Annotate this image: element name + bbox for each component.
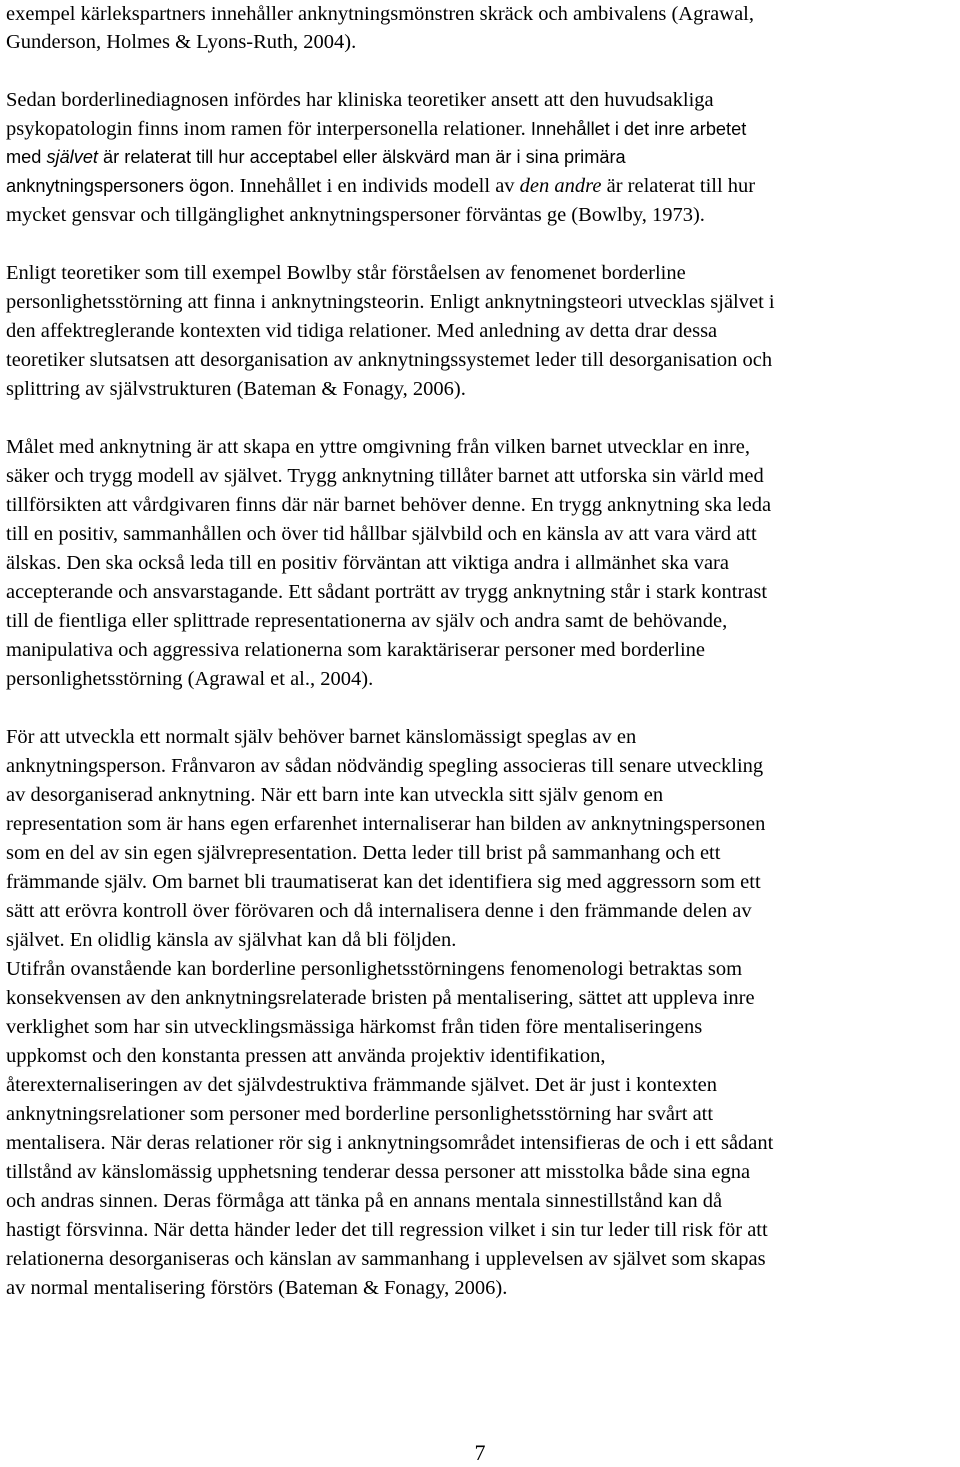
text-line: och andras sinnen. Deras förmåga att tänka på en annans mentala sinnestillstånd kan då	[6, 1190, 723, 1212]
text-line: tillförsikten att vårdgivaren finns där när barnet behöver denne. En trygg anknytning ska leda	[6, 494, 772, 516]
text-span: med	[6, 147, 47, 167]
text-line: tillstånd av känslomässig upphetsning tenderar dessa personer att misstolka både sina egna	[6, 1161, 751, 1183]
text-line: älskas. Den ska också leda till en positiv förväntan att viktiga andra i allmänhet ska vara	[6, 552, 729, 574]
text-span: psykopatologin finns inom ramen för interpersonella relationer.	[6, 118, 531, 140]
page-number: 7	[474, 1440, 486, 1465]
text-span: Innehållet i det inre arbetet	[530, 119, 747, 139]
text-line: självet. En olidlig känsla av självhat kan då bli följden.	[6, 929, 457, 951]
text-line	[6, 115, 746, 143]
text-span: anknytningspersoners ögon.	[6, 176, 240, 196]
text-line: relationerna desorganiseras och känslan av sammanhang i upplevelsen av självet som skapas	[6, 1248, 766, 1270]
text-line: av normal mentalisering förstörs (Bateman & Fonagy, 2006).	[6, 1277, 508, 1299]
text-line: Utifrån ovanstående kan borderline personlighetsstörningens fenomenologi betraktas som	[6, 958, 743, 980]
text-line: Enligt teoretiker som till exempel Bowlby står förståelsen av fenomenet borderline	[6, 262, 686, 284]
text-line: personlighetsstörning (Agrawal et al., 2004).	[6, 668, 374, 690]
text-line: främmande själv. Om barnet bli traumatiserat kan det identifiera sig med aggressorn som ett	[6, 871, 761, 893]
text-line: säker och trygg modell av självet. Trygg anknytning tillåter barnet att utforska sin värld med	[6, 465, 764, 487]
text-line	[6, 143, 626, 171]
text-line: Målet med anknytning är att skapa en yttre omgivning från vilken barnet utvecklar en inre,	[6, 436, 751, 458]
text-line: av desorganiserad anknytning. När ett barn inte kan utveckla sitt själv genom en	[6, 784, 664, 806]
text-line: hastigt försvinna. När detta händer leder det till regression vilket i sin tur leder till risk för att	[6, 1219, 768, 1241]
text-line	[6, 172, 755, 200]
text-line: representation som är hans egen erfarenhet internaliserar han bilden av anknytningspersonen	[6, 813, 766, 835]
text-line: Sedan borderlinediagnosen infördes har kliniska teoretiker ansett att den huvudsakliga	[6, 89, 714, 111]
text-line: till en positiv, sammanhållen och över tid hållbar självbild och en känsla av att vara värd att	[6, 523, 757, 545]
italic-term: självet	[46, 147, 98, 167]
text-line: exempel kärlekspartners innehåller anknytningsmönstren skräck och ambivalens (Agrawal,	[6, 3, 754, 25]
text-line: anknytningsperson. Frånvaron av sådan nödvändig spegling associeras till senare utveckling	[6, 755, 764, 777]
italic-term: den andre	[519, 175, 602, 197]
text-span: är relaterat till hur acceptabel eller älskvärd man är i sina primära	[98, 147, 626, 167]
text-line: Gunderson, Holmes & Lyons-Ruth, 2004).	[6, 31, 357, 53]
text-line: manipulativa och aggressiva relationerna som karaktäriserar personer med borderline	[6, 639, 705, 661]
text-line: För att utveckla ett normalt själv behöver barnet känslomässigt speglas av en	[6, 726, 637, 748]
text-line: mycket gensvar och tillgänglighet anknytningspersoner förväntas ge (Bowlby, 1973).	[6, 204, 705, 226]
text-line: mentalisera. När deras relationer rör sig i anknytningsområdet intensifieras de och i ett sådant	[6, 1132, 774, 1154]
text-line: sätt att erövra kontroll över förövaren och då internalisera denne i den främmande delen av	[6, 900, 752, 922]
text-line: personlighetsstörning att finna i anknytningsteorin. Enligt anknytningsteori utvecklas självet i	[6, 291, 775, 313]
text-span: är relaterat till hur	[601, 175, 756, 197]
text-line: teoretiker slutsatsen att desorganisation av anknytningssystemet leder till desorganisation och	[6, 349, 773, 371]
text-line: den affektreglerande kontexten vid tidiga relationer. Med anledning av detta drar dessa	[6, 320, 718, 342]
text-line: som en del av sin egen självrepresentation. Detta leder till brist på sammanhang och ett	[6, 842, 721, 864]
text-line: till de fientliga eller splittrade representationerna av själv och andra samt de behövande,	[6, 610, 728, 632]
text-line: återexternaliseringen av det självdestruktiva främmande självet. Det är just i kontexten	[6, 1074, 717, 1096]
text-line: uppkomst och den konstanta pressen att använda projektiv identifikation,	[6, 1045, 606, 1067]
text-line: splittring av självstrukturen (Bateman & Fonagy, 2006).	[6, 378, 466, 400]
text-line: anknytningsrelationer som personer med borderline personlighetsstörning har svårt att	[6, 1103, 714, 1125]
text-span: Innehållet i en individs modell av	[239, 175, 520, 197]
text-line: verklighet som har sin utvecklingsmässiga härkomst från tiden före mentaliseringens	[6, 1016, 703, 1038]
text-line: accepterande och ansvarstagande. Ett sådant porträtt av trygg anknytning står i stark kontrast	[6, 581, 768, 603]
text-line: konsekvensen av den anknytningsrelaterade bristen på mentalisering, sättet att uppleva inre	[6, 987, 755, 1009]
